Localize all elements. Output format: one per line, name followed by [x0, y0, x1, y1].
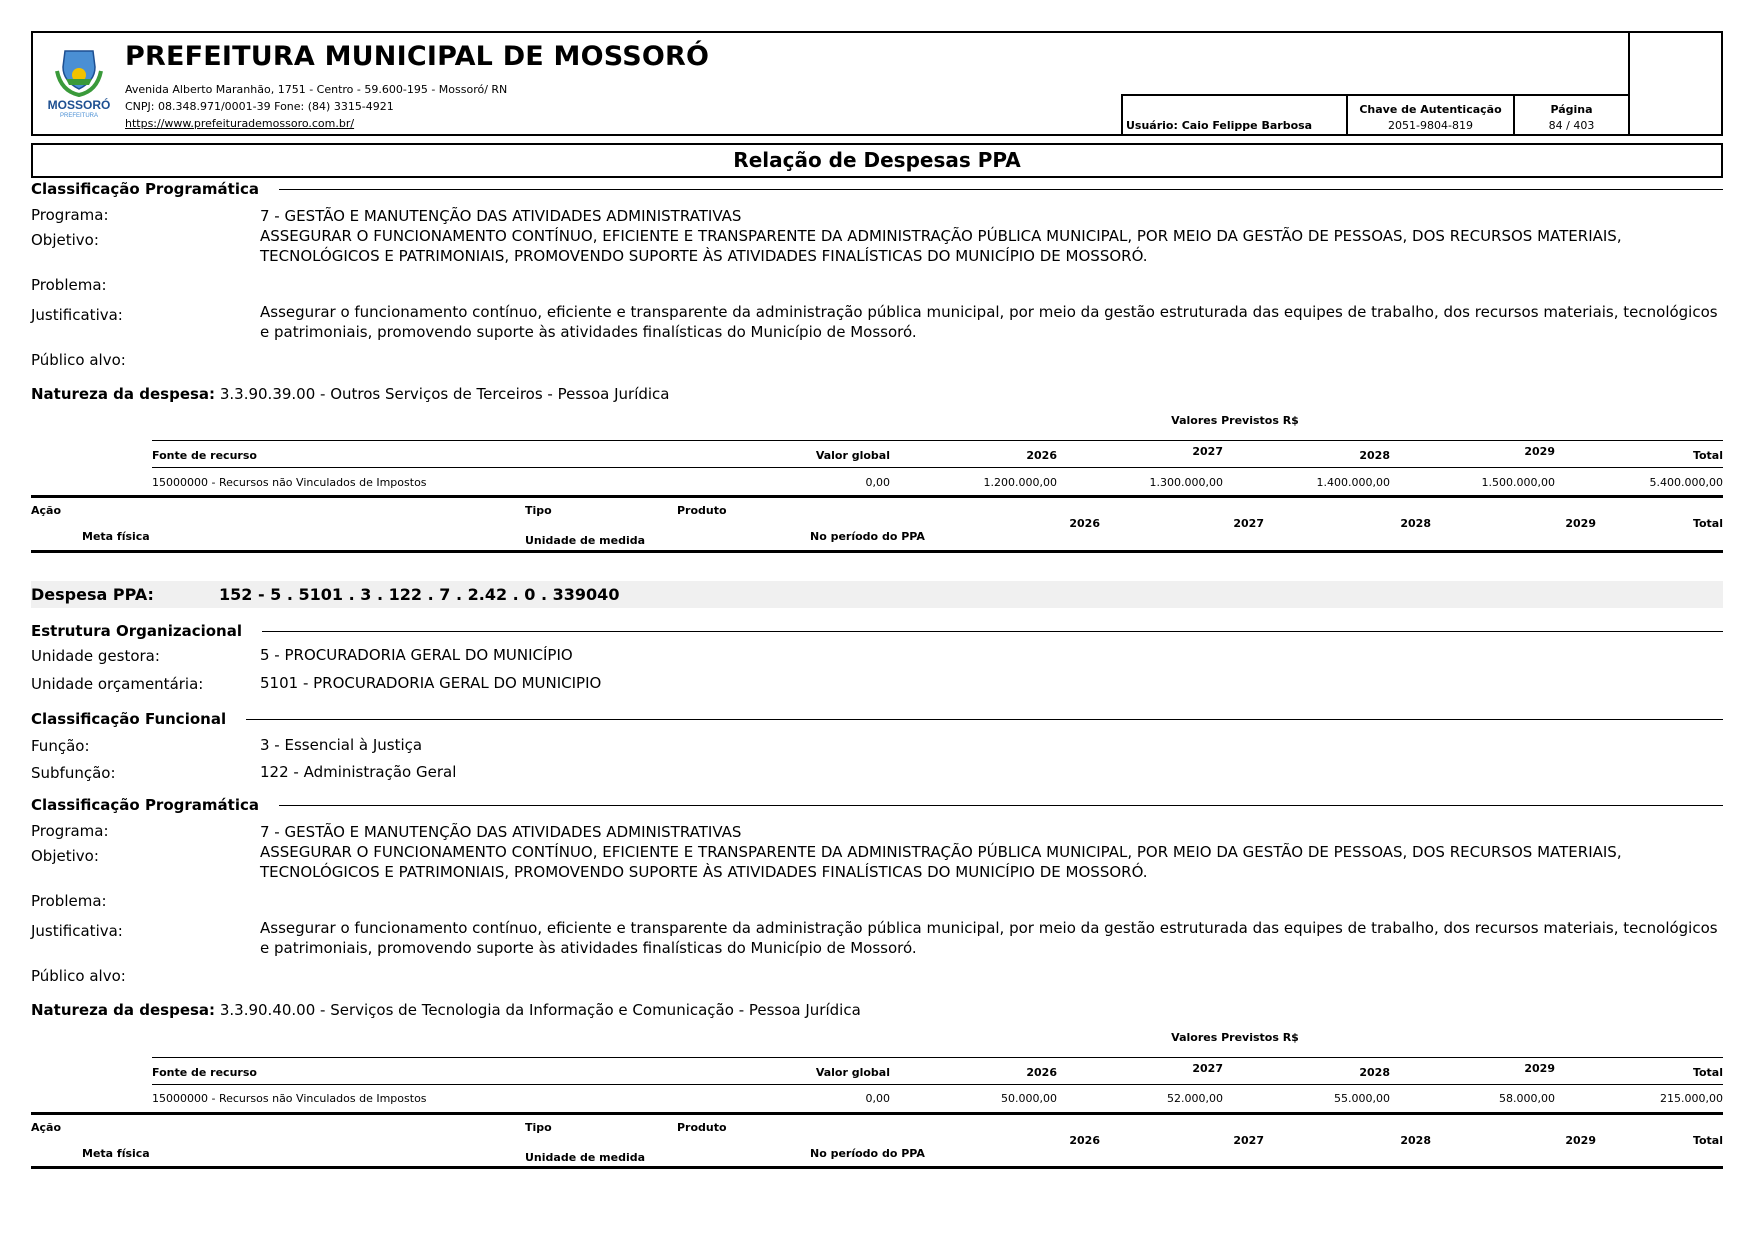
acao-top-rule-2 [31, 1112, 1723, 1115]
publico-alvo-label-2: Público alvo: [31, 967, 126, 985]
acao-col-2027: 2027 [1233, 517, 1264, 530]
table-header-rule-2 [152, 1084, 1723, 1085]
acao-top-rule [31, 495, 1723, 498]
col-2027: 2027 [1192, 445, 1223, 458]
auth-key-label: Chave de Autenticação [1359, 103, 1502, 116]
svg-text:MOSSORÓ: MOSSORÓ [47, 98, 111, 112]
section-heading-classificacao-funcional: Classificação Funcional [31, 710, 1723, 728]
page-number: 84 / 403 [1548, 119, 1595, 132]
row-2029: 1.500.000,00 [1481, 476, 1555, 489]
problema-label-2: Problema: [31, 892, 107, 910]
row-fonte-recurso-2: 15000000 - Recursos não Vinculados de Impostos [152, 1092, 427, 1105]
acao-col-2029: 2029 [1565, 517, 1596, 530]
row-fonte-recurso: 15000000 - Recursos não Vinculados de Impostos [152, 476, 427, 489]
periodo-ppa-header-2: No período do PPA [810, 1147, 925, 1160]
natureza-despesa [31, 385, 670, 403]
funcao-value: 3 - Essencial à Justiça [260, 736, 423, 754]
unidade-orcamentaria-label: Unidade orçamentária: [31, 675, 204, 693]
acao-col-2028: 2028 [1400, 517, 1431, 530]
acao-header-2: Ação [31, 1121, 62, 1134]
justificativa-value: Assegurar o funcionamento contínuo, eficiente e transparente da administração pública municipal, por meio da gestão estruturada das equipes de trabalho, dos recursos materiais, tecnológicos e patrimoniais, promovendo suporte às atividades finalísticas do Município de Mossoró. [260, 303, 1718, 341]
natureza-value: 3.3.90.39.00 - Outros Serviços de Terceiros - Pessoa Jurídica [219, 385, 670, 403]
section-heading-classificacao-programatica: Classificação Programática [31, 180, 1723, 198]
acao-col-2026: 2026 [1069, 517, 1100, 530]
programa-value-2: 7 - GESTÃO E MANUTENÇÃO DAS ATIVIDADES ADMINISTRATIVAS [260, 823, 742, 841]
auth-key-value: 2051-9804-819 [1388, 119, 1473, 132]
table-top-rule [152, 440, 1723, 441]
row-valor-global-2: 0,00 [865, 1092, 890, 1105]
row-2029-2: 58.000,00 [1499, 1092, 1555, 1105]
despesa-ppa-band [31, 581, 1723, 608]
row-2028: 1.400.000,00 [1316, 476, 1390, 489]
auth-key-cell [1346, 96, 1513, 136]
col-2027-2: 2027 [1192, 1062, 1223, 1075]
row-2026-2: 50.000,00 [1001, 1092, 1057, 1105]
valores-previstos-caption: Valores Previstos R$ [1171, 414, 1299, 427]
natureza-value-2: 3.3.90.40.00 - Serviços de Tecnologia da Informação e Comunicação - Pessoa Jurídica [219, 1001, 861, 1019]
produto-header: Produto [677, 504, 727, 517]
publico-alvo-label: Público alvo: [31, 351, 126, 369]
row-total: 5.400.000,00 [1649, 476, 1723, 489]
acao-col-total: Total [1692, 517, 1723, 530]
problema-label: Problema: [31, 276, 107, 294]
despesa-ppa-label: Despesa PPA: [31, 585, 154, 604]
objetivo-value-2: ASSEGURAR O FUNCIONAMENTO CONTÍNUO, EFICIENTE E TRANSPARENTE DA ADMINISTRAÇÃO PÚBLICA MUNICIPAL, POR MEIO DA GESTÃO DE PESSOAS, DOS RECURSOS MATERIAIS, TECNOLÓGICOS E PATRIMONIAIS, PROMOVENDO SUPORTE ÀS ATIVIDADES FINALÍSTICAS DO MUNICÍPIO DE MOSSORÓ. [260, 843, 1622, 881]
mossoro-logo-icon [39, 45, 119, 125]
col-fonte-recurso-2: Fonte de recurso [152, 1066, 257, 1079]
justificativa-value-2: Assegurar o funcionamento contínuo, eficiente e transparente da administração pública municipal, por meio da gestão estruturada das equipes de trabalho, dos recursos materiais, tecnológicos e patrimoniais, promovendo suporte às atividades finalísticas do Município de Mossoró. [260, 919, 1718, 957]
org-cnpj-phone: CNPJ: 08.348.971/0001-39 Fone: (84) 3315-4921 [125, 100, 394, 113]
justificativa-label-2: Justificativa: [31, 922, 123, 940]
natureza-despesa-2 [31, 1001, 861, 1019]
page-label: Página [1550, 103, 1593, 116]
row-total-2: 215.000,00 [1660, 1092, 1723, 1105]
row-valor-global: 0,00 [865, 476, 890, 489]
acao-col-2026-2: 2026 [1069, 1134, 1100, 1147]
acao-bottom-rule-2 [31, 1166, 1723, 1169]
row-2027: 1.300.000,00 [1149, 476, 1223, 489]
col-fonte-recurso: Fonte de recurso [152, 449, 257, 462]
table-header-rule [152, 467, 1723, 468]
report-title: Relação de Despesas PPA [31, 143, 1723, 178]
unidade-orcamentaria-value: 5101 - PROCURADORIA GERAL DO MUNICIPIO [260, 674, 602, 692]
funcao-label: Função: [31, 737, 90, 755]
page-cell [1513, 96, 1628, 136]
org-address: Avenida Alberto Maranhão, 1751 - Centro - 59.600-195 - Mossoró/ RN [125, 83, 508, 96]
unidade-gestora-value: 5 - PROCURADORIA GERAL DO MUNICÍPIO [260, 646, 573, 664]
acao-col-2027-2: 2027 [1233, 1134, 1264, 1147]
programa-value: 7 - GESTÃO E MANUTENÇÃO DAS ATIVIDADES ADMINISTRATIVAS [260, 207, 742, 225]
produto-header-2: Produto [677, 1121, 727, 1134]
header-right-box [1628, 31, 1725, 136]
subfuncao-value: 122 - Administração Geral [260, 763, 457, 781]
report-header [31, 31, 1723, 136]
unidade-gestora-label: Unidade gestora: [31, 647, 160, 665]
user-name: Usuário: Caio Felippe Barbosa [1126, 119, 1313, 132]
section-heading-estrutura-organizacional: Estrutura Organizacional [31, 622, 1723, 640]
valores-previstos-caption-2: Valores Previstos R$ [1171, 1031, 1299, 1044]
col-total: Total [1692, 449, 1723, 462]
programa-label: Programa: [31, 206, 109, 224]
natureza-label: Natureza da despesa: [31, 385, 216, 403]
acao-col-total-2: Total [1692, 1134, 1723, 1147]
col-2028-2: 2028 [1359, 1066, 1390, 1079]
acao-header: Ação [31, 504, 62, 517]
col-total-2: Total [1692, 1066, 1723, 1079]
unidade-medida-header-2: Unidade de medida [525, 1151, 646, 1164]
org-name: PREFEITURA MUNICIPAL DE MOSSORÓ [125, 41, 710, 72]
acao-col-2029-2: 2029 [1565, 1134, 1596, 1147]
row-2027-2: 52.000,00 [1167, 1092, 1223, 1105]
unidade-medida-header: Unidade de medida [525, 534, 646, 547]
org-website-link[interactable]: https://www.prefeiturademossoro.com.br/ [125, 117, 355, 130]
row-2026: 1.200.000,00 [983, 476, 1057, 489]
objetivo-label: Objetivo: [31, 231, 99, 249]
col-valor-global-2: Valor global [815, 1066, 890, 1079]
tipo-header: Tipo [525, 504, 552, 517]
row-2028-2: 55.000,00 [1334, 1092, 1390, 1105]
acao-bottom-rule [31, 550, 1723, 553]
table-top-rule-2 [152, 1057, 1723, 1058]
meta-fisica-header: Meta física [82, 530, 150, 543]
objetivo-label-2: Objetivo: [31, 847, 99, 865]
report-meta-box [1121, 94, 1628, 136]
user-cell [1121, 96, 1346, 136]
natureza-label-2: Natureza da despesa: [31, 1001, 216, 1019]
despesa-ppa-code: 152 - 5 . 5101 . 3 . 122 . 7 . 2.42 . 0 . 339040 [219, 585, 620, 604]
programa-label-2: Programa: [31, 822, 109, 840]
col-2026-2: 2026 [1026, 1066, 1057, 1079]
col-2029: 2029 [1524, 445, 1555, 458]
meta-fisica-header-2: Meta física [82, 1147, 150, 1160]
justificativa-label: Justificativa: [31, 306, 123, 324]
col-2028: 2028 [1359, 449, 1390, 462]
subfuncao-label: Subfunção: [31, 764, 116, 782]
acao-col-2028-2: 2028 [1400, 1134, 1431, 1147]
svg-text:PREFEITURA: PREFEITURA [59, 113, 99, 119]
section-heading-classificacao-programatica-2: Classificação Programática [31, 796, 1723, 814]
col-2026: 2026 [1026, 449, 1057, 462]
tipo-header-2: Tipo [525, 1121, 552, 1134]
periodo-ppa-header: No período do PPA [810, 530, 925, 543]
col-2029-2: 2029 [1524, 1062, 1555, 1075]
col-valor-global: Valor global [815, 449, 890, 462]
objetivo-value: ASSEGURAR O FUNCIONAMENTO CONTÍNUO, EFICIENTE E TRANSPARENTE DA ADMINISTRAÇÃO PÚBLICA MUNICIPAL, POR MEIO DA GESTÃO DE PESSOAS, DOS RECURSOS MATERIAIS, TECNOLÓGICOS E PATRIMONIAIS, PROMOVENDO SUPORTE ÀS ATIVIDADES FINALÍSTICAS DO MUNICÍPIO DE MOSSORÓ. [260, 227, 1622, 265]
